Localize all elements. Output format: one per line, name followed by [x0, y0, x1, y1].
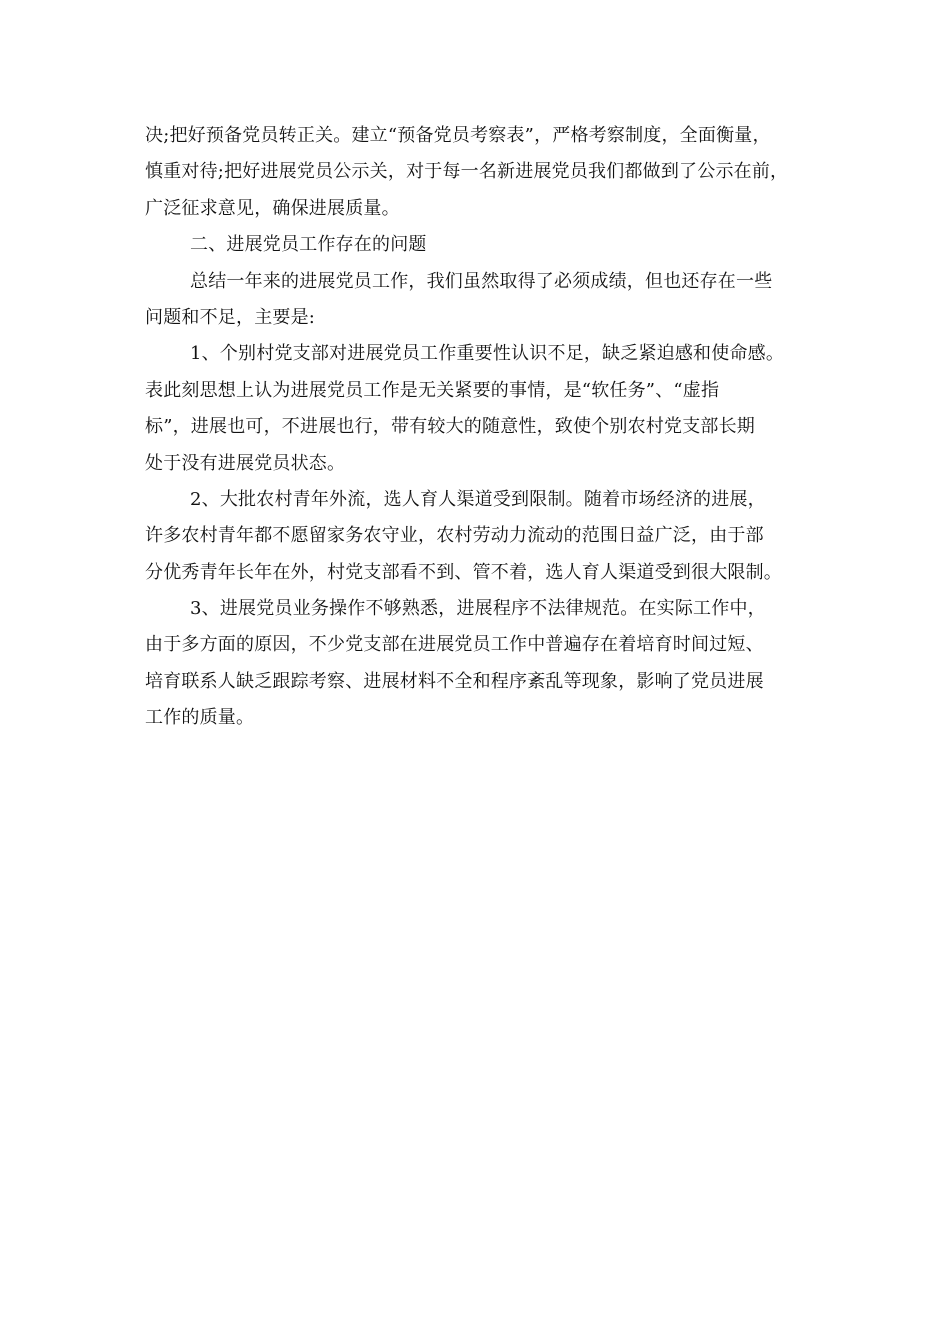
text-line: 总结一年来的进展党员工作，我们虽然取得了必须成绩，但也还存在一些	[190, 270, 773, 292]
document-body	[145, 118, 845, 737]
text-line: 表此刻思想上认为进展党员工作是无关紧要的事情，是“软任务”、“虚指	[145, 379, 720, 401]
text-line: 许多农村青年都不愿留家务农守业，农村劳动力流动的范围日益广泛，由于部	[145, 525, 764, 547]
text-line: 培育联系人缺乏跟踪考察、进展材料不全和程序紊乱等现象，影响了党员进展	[145, 670, 764, 692]
text-line: 2、大批农村青年外流，选人育人渠道受到限制。随着市场经济的进展，	[190, 488, 766, 510]
text-line: 1、个别村党支部对进展党员工作重要性认识不足，缺乏紧迫感和使命感。	[190, 343, 785, 365]
section-heading: 二、进展党员工作存在的问题	[190, 234, 427, 256]
text-line: 广泛征求意见，确保进展质量。	[145, 197, 400, 219]
text-line: 决;把好预备党员转正关。建立“预备党员考察表”，严格考察制度，全面衡量，	[145, 125, 771, 146]
text-line: 问题和不足，主要是:	[145, 306, 316, 328]
text-line: 3、进展党员业务操作不够熟悉，进展程序不法律规范。在实际工作中，	[190, 598, 766, 620]
text-line: 工作的质量。	[145, 707, 255, 729]
text-line: 由于多方面的原因，不少党支部在进展党员工作中普遍存在着培育时间过短、	[145, 634, 764, 656]
text-line: 慎重对待;把好进展党员公示关，对于每一名新进展党员我们都做到了公示在前，	[145, 161, 789, 183]
text-line: 处于没有进展党员状态。	[145, 452, 346, 474]
text-line: 标”，进展也可，不进展也行，带有较大的随意性，致使个别农村党支部长期	[145, 416, 755, 438]
text-line: 分优秀青年长年在外，村党支部看不到、管不着，选人育人渠道受到很大限制。	[145, 561, 782, 583]
